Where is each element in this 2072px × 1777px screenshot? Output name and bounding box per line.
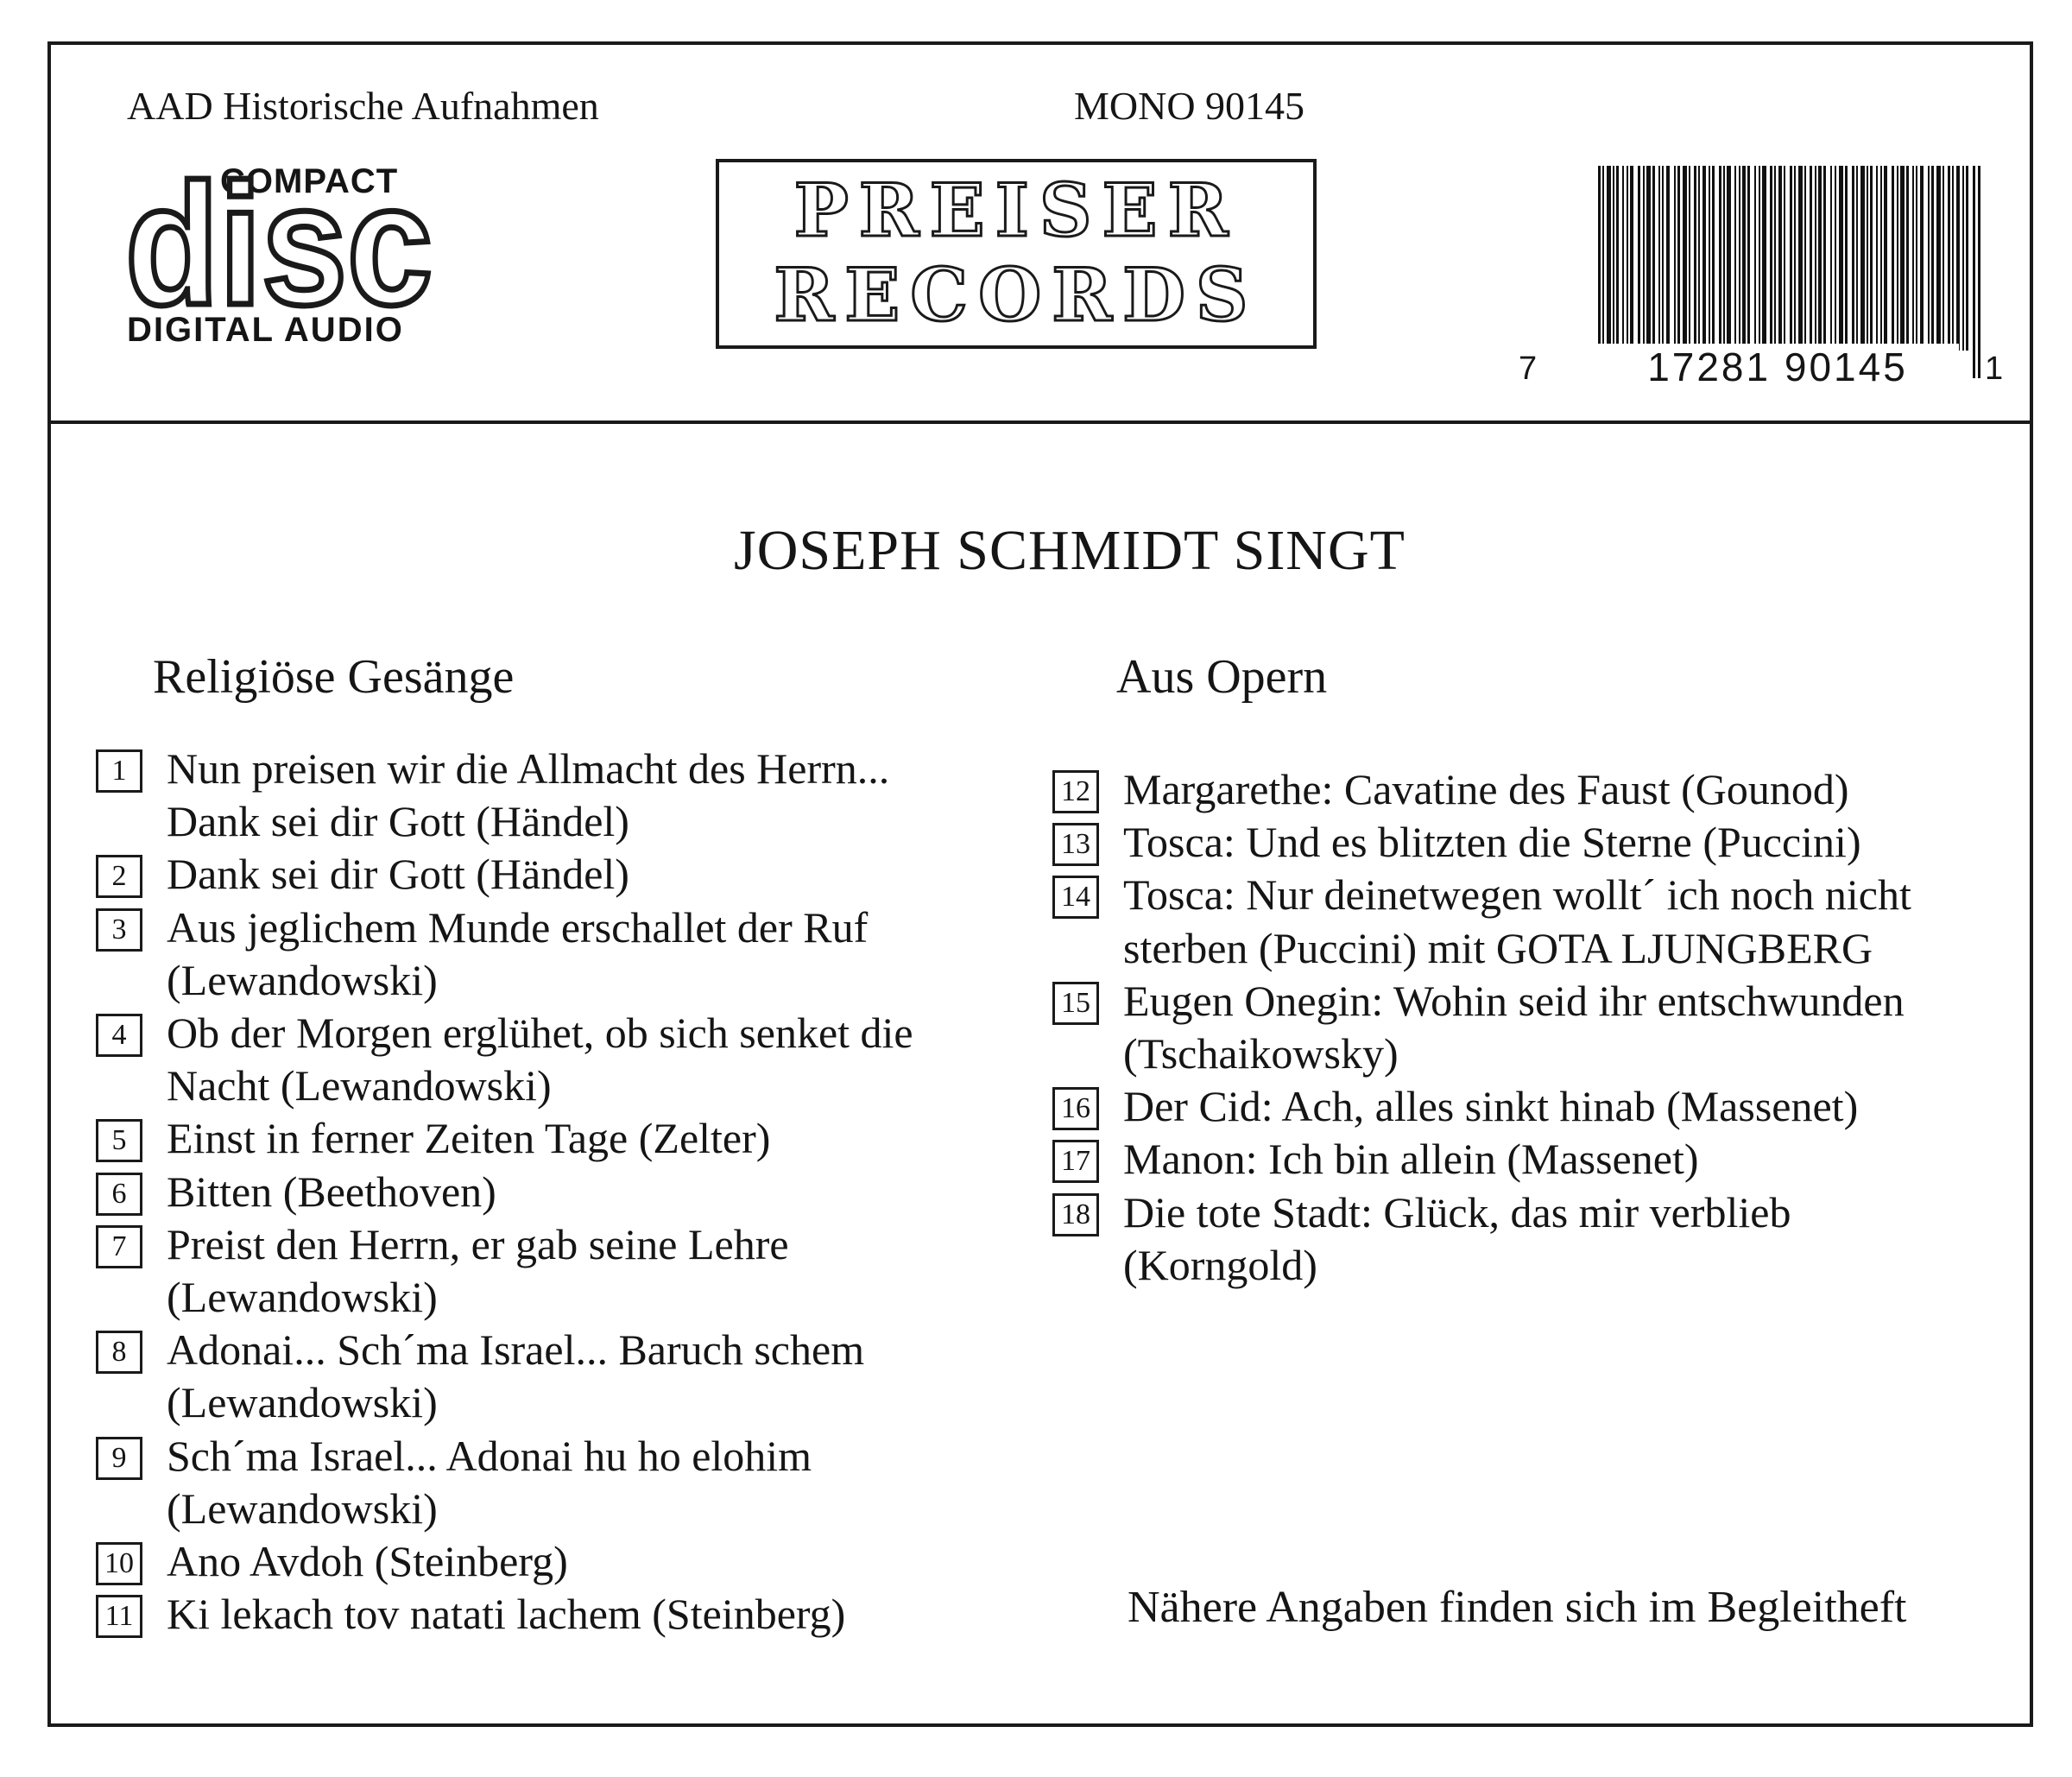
track-title-continued: (Korngold) [1123,1240,1317,1289]
preiser-records-logo [716,159,1317,349]
track-number-box: 13 [1052,823,1099,866]
catalog-number: MONO 90145 [1074,84,1305,128]
track-title: Tosca: Und es blitzten die Sterne (Puccini) [1123,818,1861,867]
track-title: Der Cid: Ach, alles sinkt hinab (Massenet) [1123,1082,1859,1131]
track-number-box: 2 [96,855,142,898]
track-title: Nun preisen wir die Allmacht des Herrn... [167,744,890,793]
track-title-continued: Dank sei dir Gott (Händel) [167,797,629,846]
track-title: Bitten (Beethoven) [167,1167,496,1216]
track-title-continued: (Lewandowski) [167,1483,438,1533]
logo-line-records: RECORDS [774,252,1259,338]
track-number-box: 3 [96,908,142,952]
track-title: Preist den Herrn, er gab seine Lehre [167,1219,789,1268]
track-number-box: 12 [1052,770,1099,813]
track-title-continued: (Lewandowski) [167,1378,438,1427]
track-number-box: 8 [96,1331,142,1374]
header-divider [51,421,2030,424]
track-number-box: 7 [96,1225,142,1268]
cd-logo-compact-text: COMPACT [220,162,399,200]
track-title-continued: (Tschaikowsky) [1123,1028,1399,1078]
track-number-box: 1 [96,749,142,793]
track-title: Die tote Stadt: Glück, das mir verblieb [1123,1187,1791,1236]
track-number-box: 9 [96,1437,142,1480]
track-title-continued: (Lewandowski) [167,1272,438,1321]
track-title: Adonai... Sch´ma Israel... Baruch schem [167,1325,865,1375]
svg-text:disc: disc [125,174,433,313]
track-number-box: 6 [96,1173,142,1216]
cd-logo-digital-audio-text: DIGITAL AUDIO [127,311,404,349]
track-title: Tosca: Nur deinetwegen wollt´ ich noch nicht [1123,870,1911,920]
track-title: Dank sei dir Gott (Händel) [167,850,629,899]
aad-label: AAD Historische Aufnahmen [127,84,599,128]
track-number-box: 15 [1052,982,1099,1025]
cd-back-cover [47,41,2033,1727]
track-title: Ki lekach tov natati lachem (Steinberg) [167,1590,846,1639]
barcode-right-digit: 1 [1985,351,2004,387]
section-heading-religious: Religiöse Gesänge [153,650,515,704]
track-title-continued: Nacht (Lewandowski) [167,1061,552,1110]
logo-line-preiser: PREISER [793,168,1239,253]
track-title: Aus jeglichem Munde erschallet der Ruf [167,902,869,952]
track-title: Manon: Ich bin allein (Massenet) [1123,1135,1699,1184]
barcode-left-digit: 7 [1519,351,1538,387]
track-title-continued: sterben (Puccini) mit GOTA LJUNGBERG [1123,923,1873,972]
track-number-box: 11 [96,1595,142,1638]
track-number-box: 17 [1052,1140,1099,1183]
track-number-box: 4 [96,1014,142,1057]
album-title: JOSEPH SCHMIDT SINGT [734,519,1406,582]
track-title-continued: (Lewandowski) [167,955,438,1004]
track-number-box: 18 [1052,1193,1099,1236]
track-title: Sch´ma Israel... Adonai hu ho elohim [167,1431,812,1480]
barcode [1519,166,2019,399]
track-number-box: 5 [96,1119,142,1162]
track-title: Ano Avdoh (Steinberg) [167,1537,568,1585]
track-number-box: 14 [1052,876,1099,919]
section-heading-opera: Aus Opern [1116,650,1328,704]
compact-disc-logo [125,162,436,352]
track-title: Ob der Morgen erglühet, ob sich senket die [167,1009,913,1057]
cd-logo-disc-mark [125,174,436,313]
track-title: Eugen Onegin: Wohin seid ihr entschwunden [1123,976,1905,1025]
track-number-box: 16 [1052,1087,1099,1130]
track-title: Margarethe: Cavatine des Faust (Gounod) [1123,765,1849,813]
track-number-box: 10 [96,1542,142,1585]
track-title: Einst in ferner Zeiten Tage (Zelter) [167,1114,771,1163]
barcode-digits: 17281 90145 [1596,344,1959,390]
booklet-note: Nähere Angaben finden sich im Begleitheft [1128,1583,1907,1632]
